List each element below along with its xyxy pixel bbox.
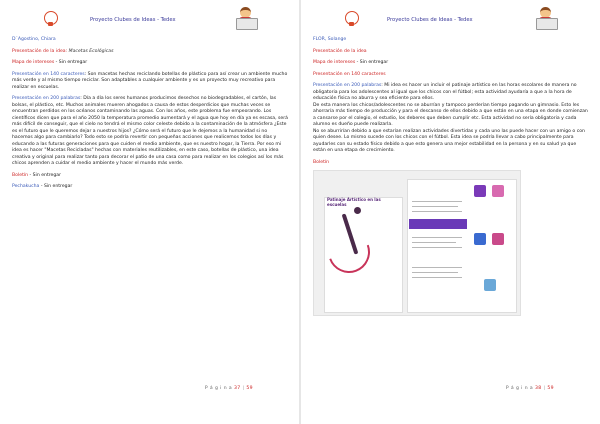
map-line: Mapa de intereses - Sin entregar [313, 60, 389, 65]
map-line: Mapa de intereses - Sin entregar [12, 60, 88, 65]
page-content [313, 37, 589, 316]
idea-value: Macetas Ecológicas [68, 48, 114, 54]
student-computer-icon [233, 6, 259, 30]
pecha-line: Pechakucha - Sin entregar [12, 184, 73, 189]
lightbulb-icon [345, 11, 359, 25]
bulletin-image [313, 170, 521, 316]
boletin-line: Boletín - Sin entregar [12, 172, 61, 178]
photo-thumbnail [492, 185, 504, 197]
author-name: FLOR, Solange [313, 37, 347, 42]
p200-paragraph-3: No se aburrirían debido a que estarían realizan actividades divertidas y cada uno las puede hacer con un amigo o con quien desee. Lo mismo sucede con los chicos con el fútbol. Esta idea se podría llevar a cabo principalmente para ayudarles con su estado físico debido a que esto genera una mejor estabilidad en la persona y en su salud ya que están en una etapa de crecimiento. [313, 128, 585, 153]
page-38 [301, 0, 600, 424]
bulletin-title: Patinaje Artístico en las escuelas [327, 197, 381, 207]
page-footer: P á g i n a 37 | 59 [204, 386, 253, 391]
header-title: Proyecto Clubes de Ideas - Tedex [90, 17, 176, 23]
idea-line: Presentación de la idea: Macetas Ecológicas [12, 48, 114, 54]
lightbulb-icon [44, 11, 58, 25]
p140-paragraph: Presentación en 140 caracteres: Son macetas hechas reciclando botellas de plástico para así crear un ambiente mucho más verde y al mismo tiempo reciclar. Son adaptables a cualquier ambiente y es un proyecto muy recreativo para realizar en escuelas. [12, 71, 288, 90]
page-number: 38 [534, 386, 542, 391]
header-title: Proyecto Clubes de Ideas - Tedex [387, 17, 473, 23]
page-content [12, 37, 288, 196]
p140-line: Presentación en 140 caracteres [313, 71, 386, 77]
photo-thumbnail [484, 279, 496, 291]
skater-head [354, 207, 361, 214]
author-name: D´Agostino, Chiara [12, 37, 56, 42]
photo-thumbnail [474, 185, 486, 197]
photo-thumbnail [474, 233, 486, 245]
p200-paragraph: Presentación en 200 palabras: Día a día los seres humanos producimos desechos no biodegradables, el cartón, las bolsas, el plástico, etc. Muchos animales mueren ahogados a causa de estos desperdicios que muchas veces se encuentran perdidos en los océanos contaminando las aguas. Con los años, este problema fue empeorando. Los científicos dicen que para el año 2050 la temperatura promedio aumentará y el agua que hoy en día ya es escasa, será más difícil de conseguir, que el cielo no tendrá el mismo color celeste debido a la contaminación de la atmósfera ¿Este es el futuro que le queremos dejar a nuestros hijos? ¿Cómo será el futuro que le dejemos a la humanidad si no hacemos algo para cambiarlo? Todo esto se podría revertir con pequeñas acciones que realicemos todos los días y educando a las futuras generaciones para que cuiden el medio ambiente, que es nuestro hogar, la Tierra. Por eso mi idea es hacer "Macetas Recicladas" hechas con materiales reutilizables, en este caso, botellas de plástico, una idea creativa y original para realizar tanto para decorar el patio de una casa como para realizar en los colegios así los más chicos aprenden a cuidar el medio ambiente y hacer el mundo más verde. [12, 96, 288, 166]
boletin-line: Boletín [313, 159, 330, 165]
page-37 [0, 0, 299, 424]
page-footer: P á g i n a 38 | 59 [505, 386, 554, 391]
bulletin-banner [409, 219, 467, 229]
p200-paragraph: Presentación en 200 palabras: Mi idea es hacer un incluir el patinaje artístico en las horas escolares de manera no obligatoria para los adolescentes al igual que los chicos con el fútbol; esta actividad ayudaría a que a la hora de educación física no aburra y sea eficiente para ellos. [313, 83, 577, 101]
page-number: 37 [233, 386, 241, 391]
photo-thumbnail [492, 233, 504, 245]
student-computer-icon [533, 6, 559, 30]
idea-line: Presentación de la idea [313, 48, 367, 54]
p200-paragraph-2: De esta manera los chicos/adolescentes no se aburrían y tampoco perderían tiempo pagando un gimnasio. Esto les ahorraría más tiempo de producción y para el descanso de ellos debido a que están en una etapa en donde comienzan a cansarse por el colegio, el estudio, los deberes que deben cumplir etc. Esta actividad no sería obligatoria y cada alumno es dueño puede realizarla. [313, 102, 588, 127]
bulletin-page [407, 179, 517, 313]
